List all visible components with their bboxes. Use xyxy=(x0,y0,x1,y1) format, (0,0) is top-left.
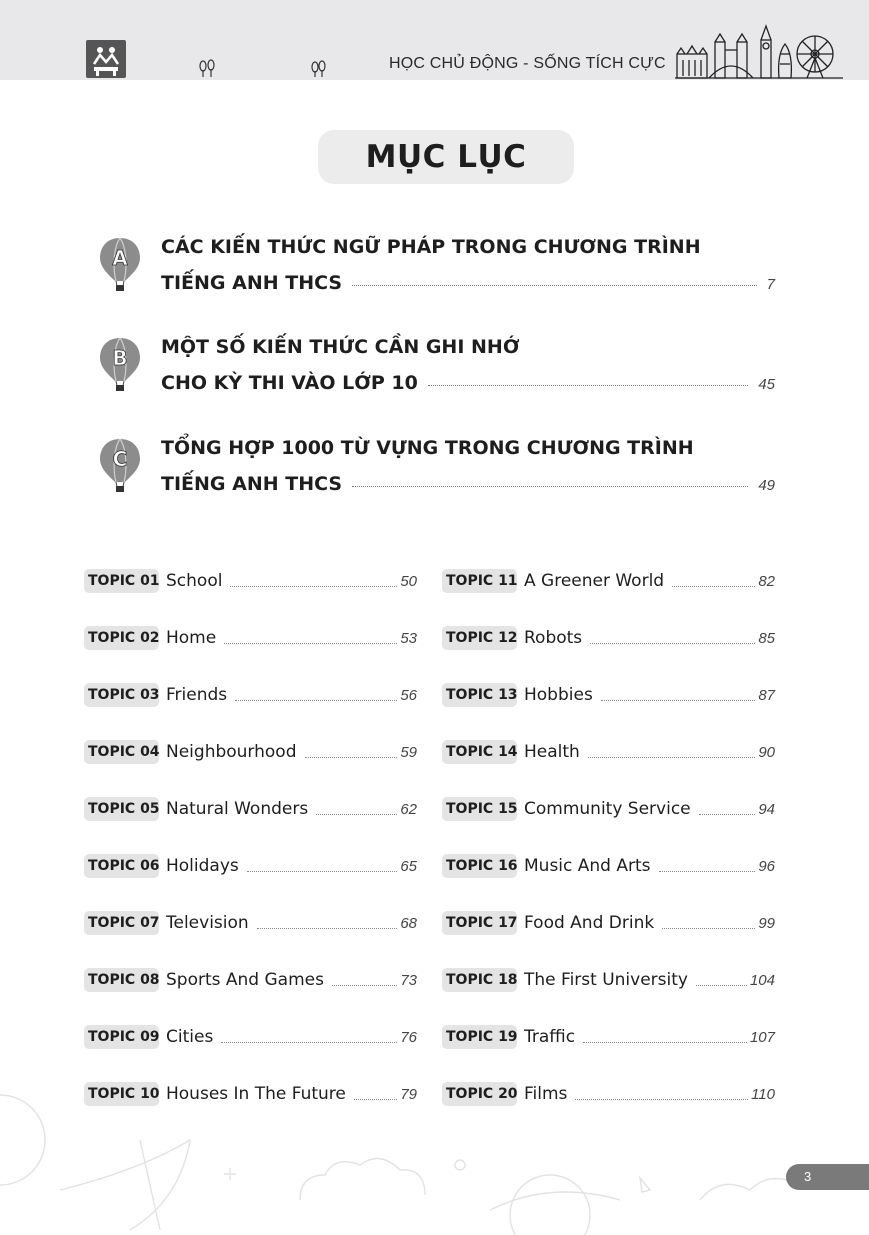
header-slogan: HỌC CHỦ ĐỘNG - SỐNG TÍCH CỰC xyxy=(389,55,666,72)
topic-badge: TOPIC 10 xyxy=(84,1082,159,1106)
topic-name: Hobbies xyxy=(524,685,593,705)
topic-name: Friends xyxy=(166,685,228,705)
topic-row[interactable] xyxy=(442,569,775,593)
section-title-line1: CÁC KIẾN THỨC NGỮ PHÁP TRONG CHƯƠNG TRÌNH xyxy=(161,236,701,258)
leader-dots xyxy=(588,756,755,758)
topic-page-number: 73 xyxy=(400,971,417,989)
topic-badge: TOPIC 05 xyxy=(84,797,159,821)
topic-name: Holidays xyxy=(166,856,239,876)
topic-name: Natural Wonders xyxy=(166,799,309,819)
topic-badge: TOPIC 09 xyxy=(84,1025,159,1049)
topic-name: Home xyxy=(166,628,217,648)
leader-dots xyxy=(305,756,398,758)
topic-name: Health xyxy=(524,742,580,762)
topic-page-number: 68 xyxy=(400,914,417,932)
leader-dots xyxy=(221,1041,397,1043)
page-title: MỤC LỤC xyxy=(365,139,527,175)
topic-badge: TOPIC 12 xyxy=(442,626,517,650)
topic-row[interactable] xyxy=(442,740,775,764)
tree-icon xyxy=(198,58,216,78)
topic-badge: TOPIC 01 xyxy=(84,569,159,593)
topic-badge: TOPIC 17 xyxy=(442,911,517,935)
leader-dots xyxy=(235,699,397,701)
topic-row[interactable] xyxy=(442,854,775,878)
section-letter: C xyxy=(112,447,128,471)
london-skyline-icon xyxy=(675,24,843,80)
topic-page-number: 82 xyxy=(758,572,775,590)
leader-dots xyxy=(659,870,756,872)
topic-row[interactable] xyxy=(442,626,775,650)
topic-page-number: 65 xyxy=(400,857,417,875)
leader-dots xyxy=(352,485,748,487)
topic-badge: TOPIC 13 xyxy=(442,683,517,707)
page-title-pill xyxy=(318,130,574,184)
topic-row[interactable] xyxy=(442,968,775,992)
leader-dots xyxy=(428,384,748,386)
tree-icon xyxy=(310,58,328,78)
leader-dots xyxy=(316,813,397,815)
page-number: 3 xyxy=(804,1169,812,1184)
hot-air-balloon-icon xyxy=(98,236,142,294)
leader-dots xyxy=(662,927,755,929)
leader-dots xyxy=(696,984,747,986)
topic-name: Community Service xyxy=(524,799,691,819)
topic-page-number: 90 xyxy=(758,743,775,761)
topic-badge: TOPIC 11 xyxy=(442,569,517,593)
section-title-line1: MỘT SỐ KIẾN THỨC CẦN GHI NHỚ xyxy=(161,336,520,358)
topic-row[interactable] xyxy=(84,797,417,821)
topic-row[interactable] xyxy=(84,626,417,650)
topic-name: Robots xyxy=(524,628,583,648)
topic-page-number: 87 xyxy=(758,686,775,704)
topic-row[interactable] xyxy=(442,683,775,707)
leader-dots xyxy=(583,1041,747,1043)
leader-dots xyxy=(601,699,756,701)
topic-name: School xyxy=(166,571,223,591)
leader-dots xyxy=(699,813,756,815)
topic-badge: TOPIC 03 xyxy=(84,683,159,707)
topic-name: Films xyxy=(524,1084,568,1104)
topic-page-number: 56 xyxy=(400,686,417,704)
section-title-line2-text: TIẾNG ANH THCS xyxy=(161,473,343,495)
topic-badge: TOPIC 06 xyxy=(84,854,159,878)
page-number-tab xyxy=(786,1164,869,1190)
topic-badge: TOPIC 19 xyxy=(442,1025,517,1049)
section-title-line2-text: CHO KỲ THI VÀO LỚP 10 xyxy=(161,372,418,394)
leader-dots xyxy=(352,284,757,286)
topic-row[interactable] xyxy=(84,854,417,878)
topic-badge: TOPIC 18 xyxy=(442,968,517,992)
topic-row[interactable] xyxy=(84,740,417,764)
topic-badge: TOPIC 04 xyxy=(84,740,159,764)
topic-badge: TOPIC 20 xyxy=(442,1082,517,1106)
topic-badge: TOPIC 16 xyxy=(442,854,517,878)
topic-page-number: 94 xyxy=(758,800,775,818)
section-letter: A xyxy=(112,246,128,270)
topic-row[interactable] xyxy=(84,911,417,935)
section-letter: B xyxy=(112,346,128,370)
leader-dots xyxy=(672,585,755,587)
topic-badge: TOPIC 02 xyxy=(84,626,159,650)
topic-name: Cities xyxy=(166,1027,214,1047)
section-title-line2 xyxy=(161,272,775,294)
topic-page-number: 107 xyxy=(749,1028,775,1046)
leader-dots xyxy=(332,984,397,986)
section-page-number: 49 xyxy=(758,477,775,494)
leader-dots xyxy=(230,585,397,587)
leader-dots xyxy=(590,642,755,644)
leader-dots xyxy=(224,642,397,644)
topic-page-number: 110 xyxy=(751,1085,775,1103)
leader-dots xyxy=(247,870,398,872)
section-title-line2 xyxy=(161,372,775,394)
topic-badge: TOPIC 08 xyxy=(84,968,159,992)
leader-dots xyxy=(257,927,398,929)
hot-air-balloon-icon xyxy=(98,336,142,394)
topic-name: The First University xyxy=(524,970,688,990)
topic-page-number: 79 xyxy=(400,1085,417,1103)
topic-page-number: 59 xyxy=(400,743,417,761)
topic-name: Sports And Games xyxy=(166,970,324,990)
topic-page-number: 99 xyxy=(758,914,775,932)
topic-row[interactable] xyxy=(84,683,417,707)
topic-row[interactable] xyxy=(442,797,775,821)
topic-name: A Greener World xyxy=(524,571,665,591)
topic-name: Television xyxy=(166,913,249,933)
topic-name: Traffic xyxy=(524,1027,576,1047)
topic-page-number: 53 xyxy=(400,629,417,647)
section-title-line1: TỔNG HỢP 1000 TỪ VỰNG TRONG CHƯƠNG TRÌNH xyxy=(161,437,694,459)
topic-row[interactable] xyxy=(442,1025,775,1049)
topic-badge: TOPIC 07 xyxy=(84,911,159,935)
topic-row[interactable] xyxy=(84,569,417,593)
topic-name: Food And Drink xyxy=(524,913,655,933)
topic-name: Neighbourhood xyxy=(166,742,297,762)
hot-air-balloon-icon xyxy=(98,437,142,495)
topic-page-number: 62 xyxy=(400,800,417,818)
topic-row[interactable] xyxy=(84,1025,417,1049)
section-page-number: 7 xyxy=(766,276,775,293)
topic-name: Houses In The Future xyxy=(166,1084,346,1104)
topic-page-number: 104 xyxy=(749,971,775,989)
topic-page-number: 76 xyxy=(400,1028,417,1046)
topic-row[interactable] xyxy=(84,968,417,992)
page-header xyxy=(0,0,869,80)
topic-page-number: 50 xyxy=(400,572,417,590)
topic-row[interactable] xyxy=(442,911,775,935)
background-decoration xyxy=(0,1080,869,1235)
topic-page-number: 96 xyxy=(758,857,775,875)
people-logo-icon xyxy=(86,40,126,78)
topic-page-number: 85 xyxy=(758,629,775,647)
section-title-line2 xyxy=(161,473,775,495)
topic-badge: TOPIC 14 xyxy=(442,740,517,764)
topic-badge: TOPIC 15 xyxy=(442,797,517,821)
section-title-line2-text: TIẾNG ANH THCS xyxy=(161,272,343,294)
section-page-number: 45 xyxy=(758,376,775,393)
topic-name: Music And Arts xyxy=(524,856,651,876)
